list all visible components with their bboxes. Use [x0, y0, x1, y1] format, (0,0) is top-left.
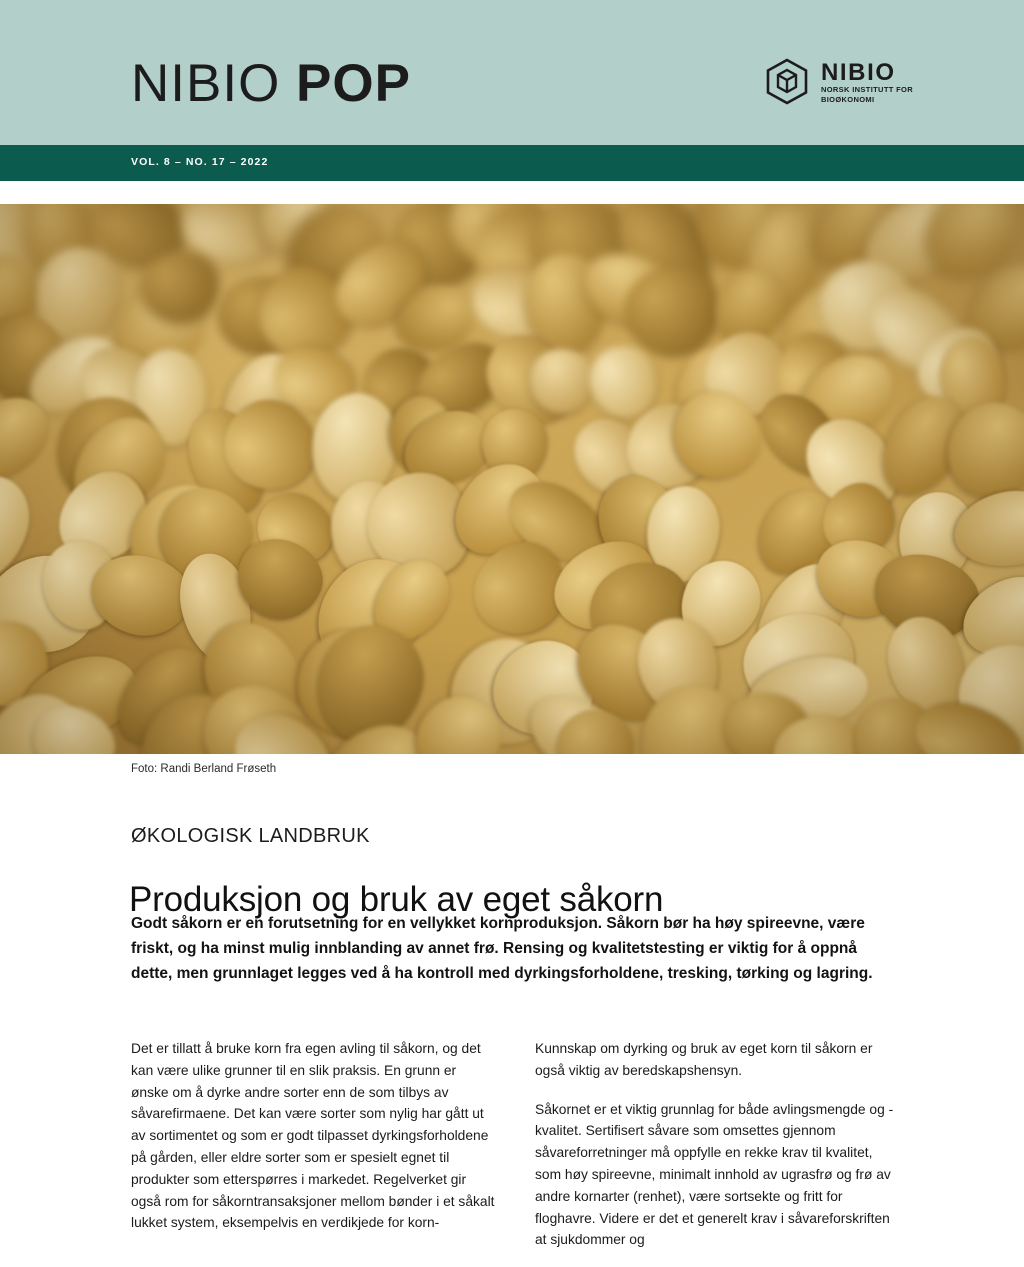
article-paragraph: Såkornet er et viktig grunnlag for både avlingsmengde og -kvalitet. Sertifisert såvare som omsettes gjennom såvareforretninger må oppfylle en rekke krav til kvalitet, som høy spireevne, minimalt innhold av ugrasfrø og frø av andre kornarter (renhet), være sortsekte og fritt for floghavre. Videre er det et generelt krav i såvareforskriften at sjukdommer og — [535, 1101, 894, 1248]
article-kicker: ØKOLOGISK LANDBRUK — [131, 825, 370, 847]
issue-bar — [0, 145, 1024, 181]
nibio-logo-subtitle-line1: NORSK INSTITUTT FOR — [820, 85, 913, 94]
article-column-right — [535, 1038, 899, 1267]
nibio-logo-subtitle — [821, 85, 913, 104]
nibio-logo-text — [821, 58, 913, 104]
nibio-cube-logo-icon — [765, 58, 809, 105]
photo-caption: Foto: Randi Berland Frøseth — [131, 763, 277, 775]
article-paragraph: Kunnskap om dyrking og bruk av eget korn til såkorn er også viktig av beredskapshensyn. — [535, 1041, 873, 1078]
article-paragraph: Det er tillatt å bruke korn fra egen avling til såkorn, og det kan være ulike grunner til en slik praksis. En grunn er ønske om å dyrke andre sorter enn de som tilbys av såvarefirmaene. Det kan være sorter som nylig har gått ut av sortimentet og som er godt tilpasset dyrkingsforholdene på gården, eller eldre sorter som er spesielt egnet til produkter som etterspørres i markedet. Regelverket gir også rom for såkorntransaksjoner mellom bønder i et såkalt lukket system, eksempelvis en verdikjede for korn- — [131, 1041, 495, 1231]
publication-title-light: NIBIO — [131, 54, 297, 113]
article-column-left — [131, 1038, 495, 1267]
masthead-banner — [0, 0, 1024, 145]
article-body — [131, 1038, 899, 1267]
article-lead: Godt såkorn er en forutsetning for en vellykket kornproduksjon. Såkorn bør ha høy spireevne, være friskt, og ha minst mulig innblanding av annet frø. Rensing og kvalitetstesting er viktig for å oppnå dette, men grunnlaget legges ved å ha kontroll med dyrkingsforholdene, tresking, tørking og lagring. — [131, 915, 873, 983]
nibio-logo-subtitle-line2: BIOØKONOMI — [820, 94, 875, 104]
publication-title — [131, 54, 411, 113]
nibio-logo — [765, 58, 913, 105]
hero-image-vignette — [0, 204, 1024, 754]
publication-title-bold: POP — [296, 54, 411, 113]
nibio-logo-name: NIBIO — [820, 59, 896, 86]
issue-number: VOL. 8 – NO. 17 – 2022 — [131, 156, 269, 168]
article-headline: Produksjon og bruk av eget såkorn — [129, 880, 664, 920]
hero-image — [0, 204, 1024, 754]
